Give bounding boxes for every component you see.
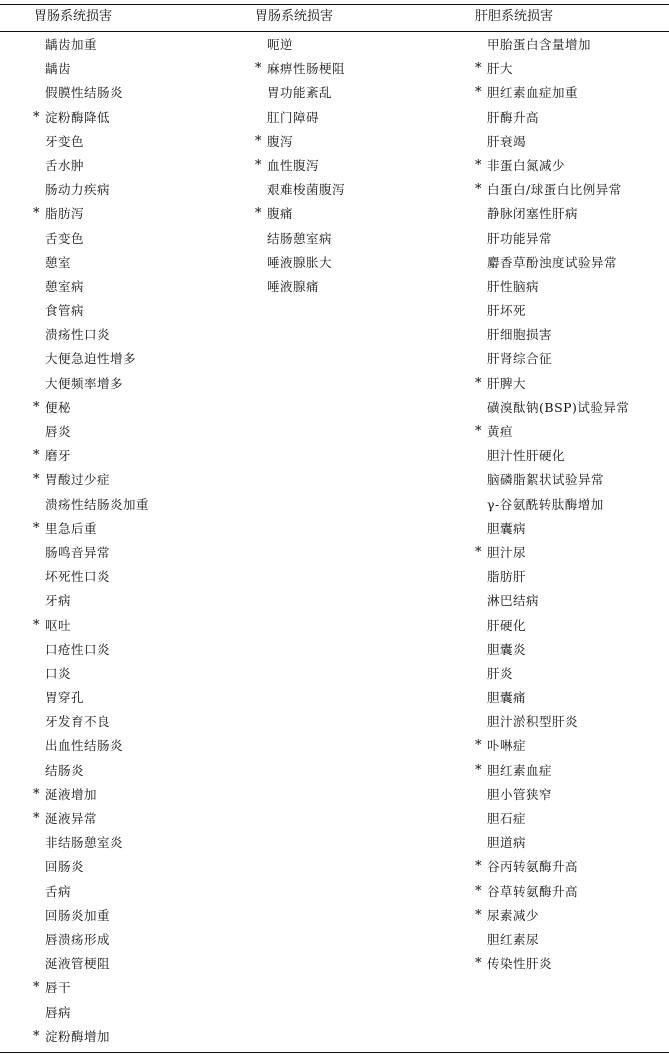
reaction-term: 结肠炎 (45, 762, 85, 778)
asterisk-mark: * (475, 544, 482, 560)
asterisk-mark: * (33, 980, 40, 996)
reaction-term: 传染性肝炎 (487, 956, 553, 972)
reaction-term: 大便频率增多 (45, 375, 124, 391)
reaction-term: 溃疡性口炎 (45, 327, 111, 343)
table-top-rule (0, 4, 669, 5)
column-header-gi-2: 胃肠系统损害 (255, 9, 334, 24)
reaction-term: 肠鸣音异常 (45, 544, 111, 560)
reaction-term: 回肠炎 (45, 859, 85, 875)
asterisk-mark: * (33, 448, 40, 464)
asterisk-mark: * (475, 424, 482, 439)
reaction-term: 尿素减少 (487, 907, 540, 923)
reaction-term: 黄疸 (487, 424, 514, 439)
reaction-term: 麻痹性肠梗阻 (267, 61, 346, 77)
asterisk-mark: * (33, 1028, 40, 1044)
reaction-term: 甲胎蛋白含量增加 (487, 37, 592, 52)
reaction-term: 口炎 (45, 665, 72, 681)
reaction-term: 坏死性口炎 (45, 569, 111, 585)
column-header-hepatobiliary: 肝胆系统损害 (475, 9, 554, 24)
reaction-term: 肝坏死 (487, 303, 527, 319)
reaction-term: 里急后重 (45, 520, 98, 536)
reaction-term: 胆汁淤积型肝炎 (487, 714, 579, 730)
asterisk-mark: * (475, 61, 482, 77)
reaction-term: 谷草转氨酶升高 (487, 883, 579, 899)
asterisk-mark: * (475, 859, 482, 875)
asterisk-mark: * (475, 762, 482, 778)
asterisk-mark: * (33, 617, 40, 633)
asterisk-mark: * (33, 206, 40, 222)
asterisk-mark: * (33, 520, 40, 536)
reaction-term: 肝性脑病 (487, 278, 540, 294)
asterisk-mark: * (475, 375, 482, 391)
reaction-term: 肝酶升高 (487, 109, 540, 125)
reaction-term: 假膜性结肠炎 (45, 85, 124, 101)
asterisk-mark: * (255, 133, 262, 149)
asterisk-mark: * (475, 883, 482, 899)
reaction-term: 回肠炎加重 (45, 907, 111, 923)
asterisk-mark: * (33, 786, 40, 802)
reaction-term: 牙变色 (45, 133, 85, 149)
reaction-term: 大便急迫性增多 (45, 351, 137, 367)
reaction-term: 胃功能紊乱 (267, 85, 333, 101)
reaction-term: 肝硬化 (487, 617, 527, 633)
reaction-term: 腹泻 (267, 133, 294, 149)
asterisk-mark: * (33, 399, 40, 415)
reaction-term: 脑磷脂絮状试验异常 (487, 472, 605, 488)
asterisk-mark: * (33, 109, 40, 125)
reaction-term: γ-谷氨酰转肽酶增加 (487, 496, 604, 512)
reaction-term: 胆汁性肝硬化 (487, 448, 566, 464)
reaction-term: 结肠憩室病 (267, 230, 333, 246)
reaction-term: 肝功能异常 (487, 230, 553, 246)
asterisk-mark: * (255, 206, 262, 222)
reaction-term: 涎液管梗阻 (45, 956, 111, 972)
asterisk-mark: * (475, 956, 482, 972)
reaction-term: 胆红素血症加重 (487, 85, 579, 101)
reaction-term: 肝衰竭 (487, 133, 527, 149)
reaction-term: 胆石症 (487, 811, 527, 826)
reaction-term: 肛门障碍 (267, 109, 320, 125)
reaction-term: 磺溴酞钠(BSP)试验异常 (487, 399, 630, 415)
reaction-term: 胆囊病 (487, 520, 527, 536)
table-header-rule (0, 31, 669, 32)
reaction-term: 唾液腺胀大 (267, 254, 333, 270)
asterisk-mark: * (255, 61, 262, 77)
reaction-term: 涎液增加 (45, 786, 98, 802)
reaction-term: 肝肾综合征 (487, 351, 553, 367)
reaction-term: 呕吐 (45, 617, 72, 633)
reaction-term: 白蛋白/球蛋白比例异常 (487, 182, 622, 198)
reaction-term: 胆红素尿 (487, 931, 540, 947)
reaction-term: 肝细胞损害 (487, 327, 553, 343)
reaction-term: 脂肪泻 (45, 206, 85, 222)
reaction-term: 艰难梭菌腹泻 (267, 182, 346, 198)
reaction-term: 胆汁尿 (487, 544, 527, 560)
reaction-term: 舌病 (45, 883, 72, 899)
reaction-term: 谷丙转氨酶升高 (487, 859, 579, 875)
asterisk-mark: * (475, 907, 482, 923)
reaction-term: 龋齿加重 (45, 37, 98, 52)
reaction-term: 唇干 (45, 980, 72, 996)
reaction-term: 淀粉酶增加 (45, 1028, 111, 1044)
reaction-term: 卟啉症 (487, 738, 527, 754)
reaction-term: 淀粉酶降低 (45, 109, 111, 125)
reaction-term: 唇溃疡形成 (45, 931, 111, 947)
reaction-term: 唇病 (45, 1004, 72, 1020)
reaction-term: 龋齿 (45, 61, 72, 77)
reaction-term: 涎液异常 (45, 811, 98, 826)
reaction-term: 舌水肿 (45, 157, 85, 173)
column-header-gi-1: 胃肠系统损害 (34, 9, 113, 24)
asterisk-mark: * (475, 182, 482, 198)
reaction-term: 血性腹泻 (267, 157, 320, 173)
reaction-term: 出血性结肠炎 (45, 738, 124, 754)
reaction-term: 磨牙 (45, 448, 72, 464)
reaction-term: 腹痛 (267, 206, 294, 222)
reaction-term: 舌变色 (45, 230, 85, 246)
reaction-term: 胃酸过少症 (45, 472, 111, 488)
reaction-term: 麝香草酚浊度试验异常 (487, 254, 618, 270)
reaction-term: 唾液腺痛 (267, 278, 320, 294)
reaction-term: 牙发育不良 (45, 714, 111, 730)
reaction-term: 肝大 (487, 61, 514, 77)
table-bottom-rule (0, 1052, 669, 1053)
reaction-term: 胆红素血症 (487, 762, 553, 778)
reaction-term: 溃疡性结肠炎加重 (45, 496, 150, 512)
reaction-term: 便秘 (45, 399, 72, 415)
reaction-term: 呃逆 (267, 37, 294, 52)
reaction-term: 淋巴结病 (487, 593, 540, 609)
reaction-term: 胃穿孔 (45, 690, 85, 706)
reaction-term: 食管病 (45, 303, 85, 319)
asterisk-mark: * (475, 157, 482, 173)
reaction-term: 静脉闭塞性肝病 (487, 206, 579, 222)
reaction-term: 肝炎 (487, 665, 514, 681)
asterisk-mark: * (255, 157, 262, 173)
reaction-term: 唇炎 (45, 424, 72, 439)
reaction-term: 憩室病 (45, 278, 85, 294)
asterisk-mark: * (475, 85, 482, 101)
reaction-term: 肠动力疾病 (45, 182, 111, 198)
asterisk-mark: * (475, 738, 482, 754)
reaction-term: 非结肠憩室炎 (45, 835, 124, 851)
reaction-term: 口疮性口炎 (45, 641, 111, 657)
reaction-term: 憩室 (45, 254, 72, 270)
reaction-term: 非蛋白氮减少 (487, 157, 566, 173)
reaction-term: 胆道病 (487, 835, 527, 851)
reaction-term: 脂肪肝 (487, 569, 527, 585)
reaction-term: 胆囊炎 (487, 641, 527, 657)
reaction-term: 胆囊痛 (487, 690, 527, 706)
reaction-term: 胆小管狭窄 (487, 786, 553, 802)
asterisk-mark: * (33, 811, 40, 826)
reaction-term: 牙病 (45, 593, 72, 609)
asterisk-mark: * (33, 472, 40, 488)
reaction-term: 肝脾大 (487, 375, 527, 391)
